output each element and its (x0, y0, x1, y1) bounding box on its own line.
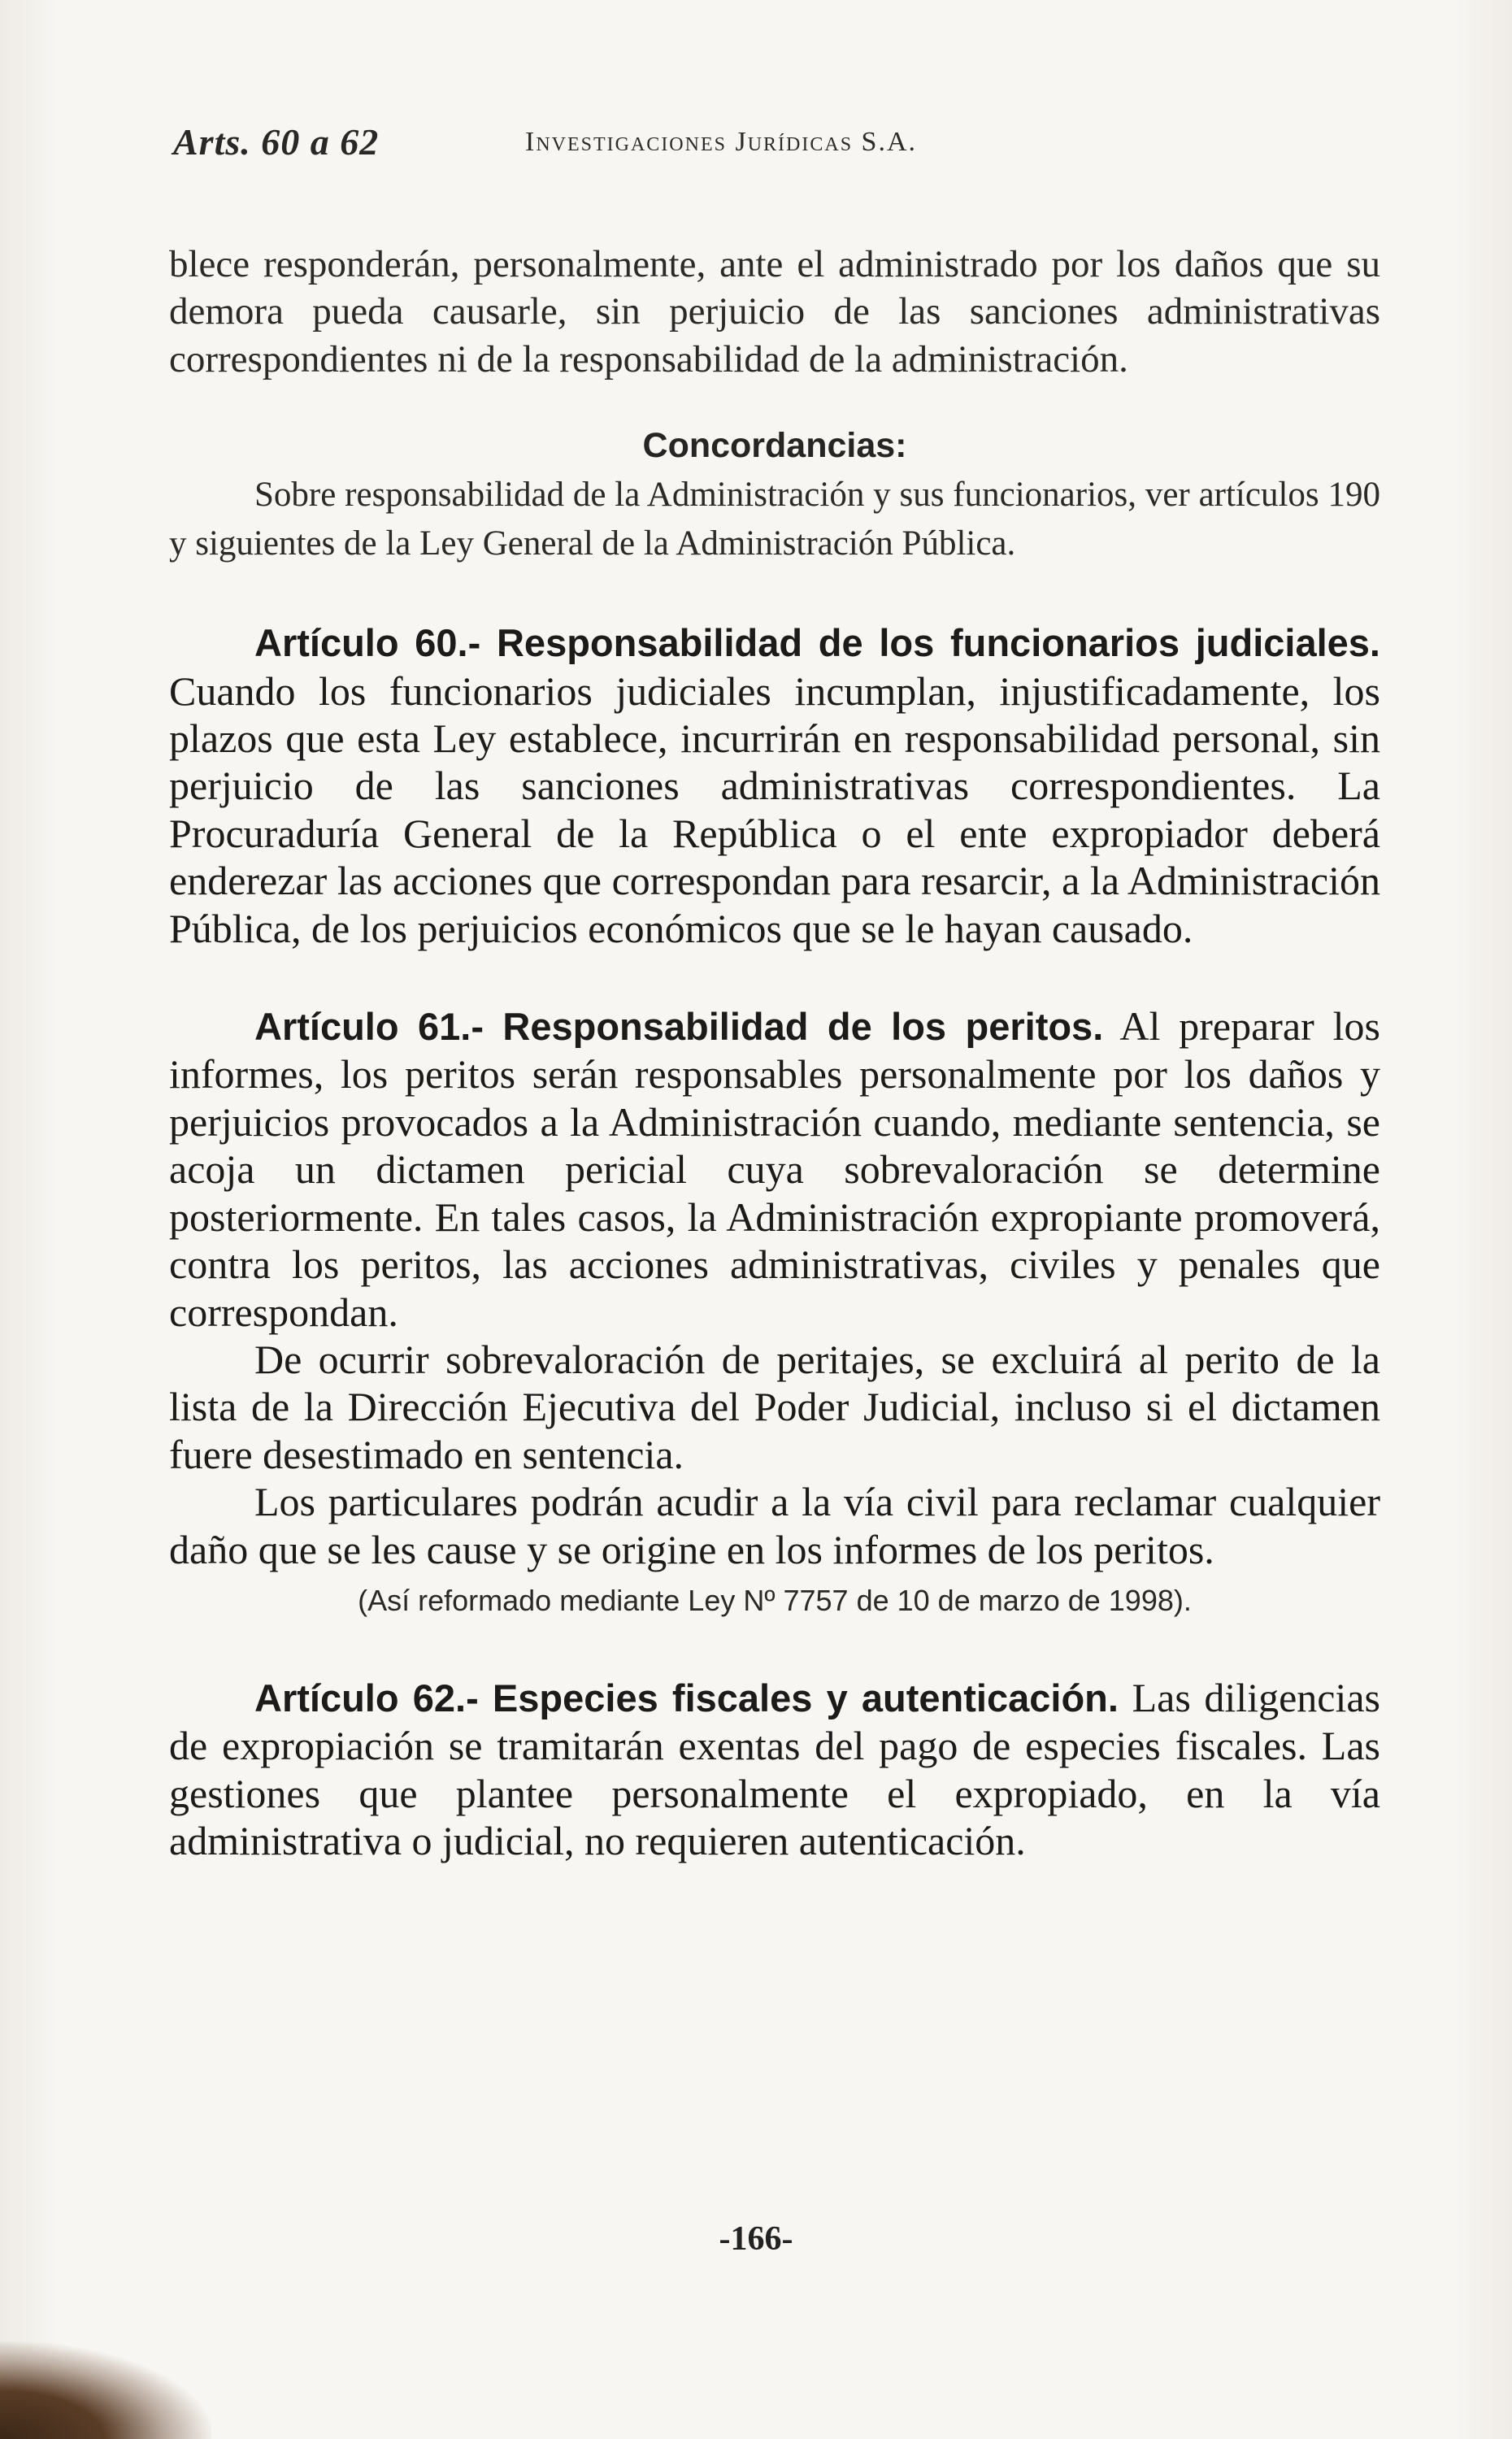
page-content (169, 241, 1380, 1865)
concordancias-text: Sobre responsabilidad de la Administración y sus funcionarios, ver artículos 190 y siguientes de la Ley General de la Administración Pública. (169, 476, 1380, 563)
article-60-title: Artículo 60.- Responsabilidad de los funcionarios judiciales. (254, 621, 1380, 665)
article-61-paragraph-3: Los particulares podrán acudir a la vía civil para reclamar cualquier daño que se les cause y se origine en los informes de los peritos. (169, 1479, 1380, 1572)
article-62-title: Artículo 62.- Especies fiscales y autenticación. (254, 1676, 1119, 1719)
article-61-body: Al preparar los informes, los peritos serán responsables personalmente por los daños y perjuicios provocados a la Administración cuando, mediante sentencia, se acoja un dictamen pericial cuya sobrevaloración se determine posteriormente. En tales casos, la Administración expropiante promoverá, contra los peritos, las acciones administrativas, civiles y penales que correspondan. (169, 1003, 1380, 1335)
article-61-reform-note: (Así reformado mediante Ley Nº 7757 de 10 de marzo de 1998). (358, 1583, 1192, 1617)
article-61-paragraph-2: De ocurrir sobrevaloración de peritajes, se excluirá al perito de la lista de la Dirección Ejecutiva del Poder Judicial, incluso si el dictamen fuere desestimado en sentencia. (169, 1336, 1380, 1477)
continuation-paragraph: blece responderán, personalmente, ante el administrado por los daños que su demora pueda causarle, sin perjuicio de las sanciones administrativas correspondientes ni de la responsabilidad de la administración. (169, 243, 1380, 380)
thumb-shadow (0, 2341, 211, 2439)
article-61-title: Artículo 61.- Responsabilidad de los peritos. (254, 1005, 1104, 1049)
article-61 (169, 1002, 1380, 1336)
running-header (173, 120, 1393, 169)
article-62 (169, 1674, 1380, 1865)
header-publisher: Investigaciones Jurídicas S.A. (525, 127, 918, 157)
header-article-range: Arts. 60 a 62 (173, 121, 380, 163)
concordancias-heading: Concordancias: (642, 426, 907, 466)
article-62-body: Las diligencias de expropiación se tramitarán exentas del pago de especies fiscales. Las gestiones que plantee personalmente el expropiado, en la vía administrativa o judicial, no requieren autenticación. (169, 1674, 1381, 1864)
page-number: -166- (719, 2220, 793, 2258)
article-60 (169, 619, 1380, 952)
article-60-body: Cuando los funcionarios judiciales incumplan, injustificadamente, los plazos que esta Ley establece, incurrirán en responsabilidad personal, sin perjuicio de las sanciones administrativas correspondientes. La Procuraduría General de la República o el ente expropiador deberá enderezar las acciones que correspondan para resarcir, a la Administración Pública, de los perjuicios económicos que se le hayan causado. (169, 667, 1380, 951)
